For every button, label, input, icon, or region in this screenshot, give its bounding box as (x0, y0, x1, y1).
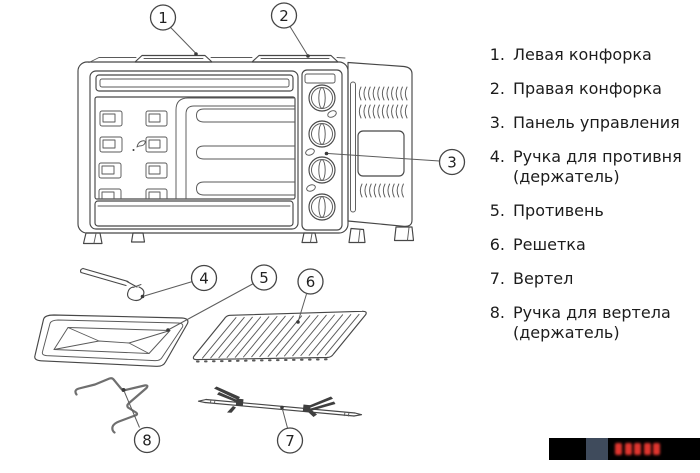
legend-item-label: Левая конфорка (513, 45, 652, 64)
control-panel (302, 70, 342, 230)
legend-item-number: 7. (489, 269, 505, 288)
legend-item-number: 2. (489, 79, 505, 98)
indicator-light (306, 184, 317, 193)
legend-item-6 (484, 235, 700, 255)
legend-item-3 (484, 113, 700, 133)
legend-item-number: 1. (489, 45, 505, 64)
control-knob-1 (309, 85, 335, 111)
watermark-red-marks (615, 443, 663, 455)
callout-3-label: 3 (447, 153, 457, 172)
baking-tray (35, 315, 188, 366)
door-window (95, 97, 295, 199)
door-handle (96, 75, 293, 91)
legend-item-label: Панель управления (513, 113, 680, 132)
hotplate-left (135, 56, 212, 63)
indicator-light (327, 109, 338, 118)
legend-item-label-line2: (держатель) (513, 167, 620, 186)
legend-item-2 (484, 79, 700, 99)
legend-item-label-line2: (держатель) (513, 323, 620, 342)
legend-item-1 (484, 45, 700, 65)
tray-handle (81, 269, 144, 301)
legend-item-number: 4. (489, 147, 505, 166)
rack-supports (99, 111, 167, 204)
heating-elements (197, 109, 296, 195)
legend-item-number: 5. (489, 201, 505, 220)
legend-item-label: Ручка для вертела (держатель) (513, 303, 671, 342)
control-knob-2 (309, 121, 335, 147)
callout-7 (278, 406, 303, 453)
legend-item-number: 6. (489, 235, 505, 254)
legend-item-label: Решетка (513, 235, 586, 254)
door-bottom-panel (95, 201, 293, 226)
oven-door (90, 71, 298, 229)
grill-rack (193, 311, 366, 361)
callout-2-label: 2 (279, 7, 289, 25)
legend-item-5 (484, 201, 700, 221)
legend-item-number: 8. (489, 303, 505, 322)
legend-item-label: Противень (513, 201, 604, 220)
rotisserie-spit (199, 387, 362, 418)
panel-badge (305, 74, 335, 83)
callout-5-label: 5 (259, 269, 269, 287)
hot-surface-icon (133, 141, 146, 151)
spit-fork-left (214, 387, 244, 413)
side-vents (359, 87, 407, 197)
legend-item-8 (484, 303, 700, 343)
legend-item-number: 3. (489, 113, 505, 132)
legend-item-label: Ручка для противня (держатель) (513, 147, 682, 186)
side-recess (358, 131, 404, 176)
parts-legend (484, 45, 700, 357)
watermark-square (586, 438, 608, 460)
spit-handle-wire (75, 378, 147, 432)
oven-cavity (99, 98, 295, 204)
legend-item-4 (484, 147, 700, 187)
legend-item-label: Вертел (513, 269, 574, 288)
side-panel (348, 63, 412, 227)
hotplate-right (252, 56, 338, 63)
watermark-logo (549, 438, 700, 460)
callout-7-label: 7 (285, 432, 295, 450)
callout-4 (141, 266, 217, 299)
legend-item-7 (484, 269, 700, 289)
indicator-light (305, 148, 316, 157)
callout-1 (151, 5, 198, 56)
control-knob-4 (309, 194, 335, 220)
control-knob-3 (309, 157, 335, 183)
callout-1-label: 1 (158, 9, 168, 27)
callout-2 (272, 3, 310, 58)
callout-4-label: 4 (199, 269, 209, 288)
callout-8-label: 8 (142, 431, 152, 450)
callout-3 (325, 150, 465, 175)
callout-6-label: 6 (305, 273, 316, 291)
legend-item-label: Правая конфорка (513, 79, 662, 98)
